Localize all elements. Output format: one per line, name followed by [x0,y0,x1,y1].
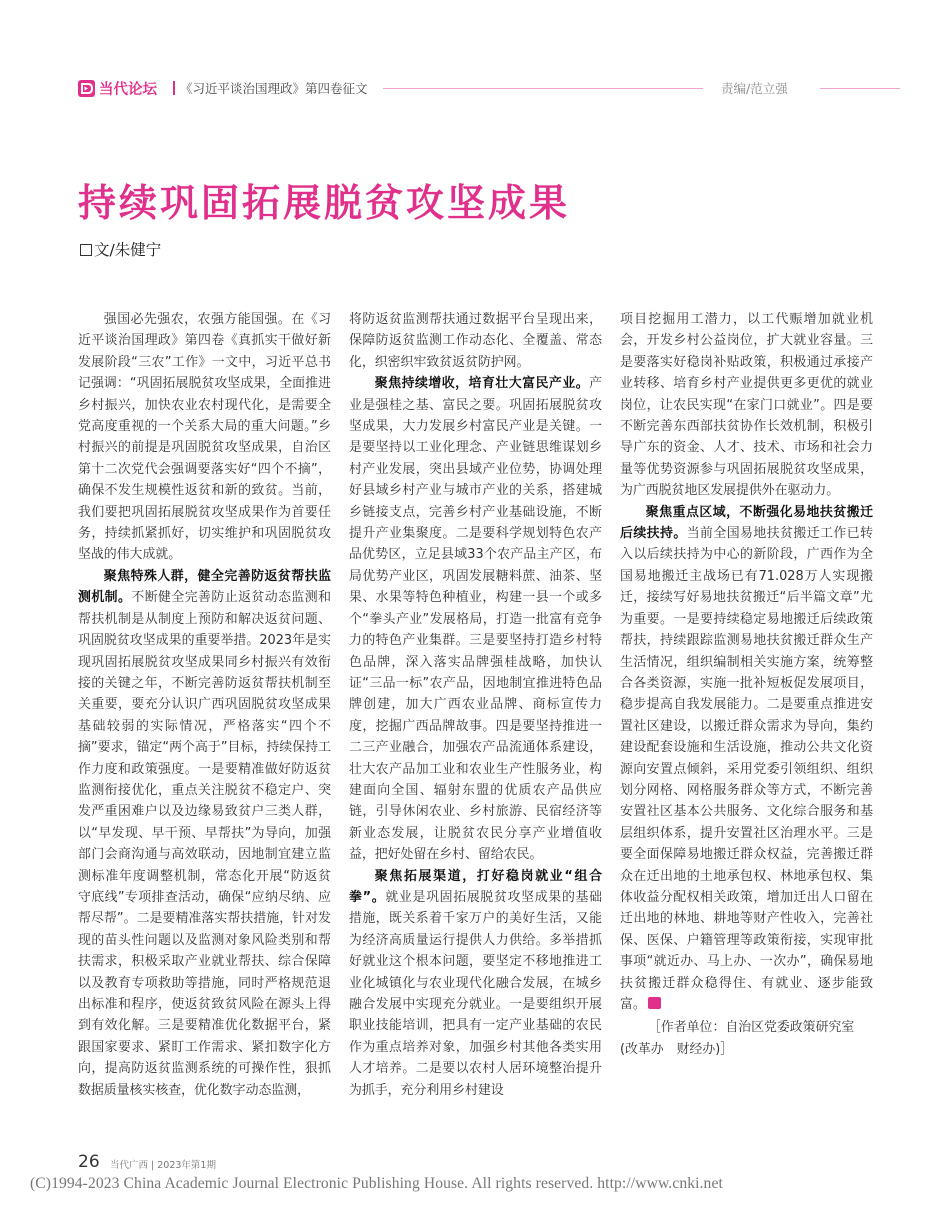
author-unit [620,1017,873,1060]
header-rule-left [383,88,703,89]
byline-square-icon [80,244,92,256]
paragraph [78,566,331,1101]
column-name: 当代论坛 [99,82,157,98]
paragraph: 项目挖掘用工潜力，以工代赈增加就业机会，开发乡村公益岗位，扩大就业容量。三是要落实好稳岗补贴政策，积极通过承接产业转移、培育乡村产业提供更多更优的就业岗位，让农民实现“在家门口就业”。四是要不断完善东西部扶贫协作长效机制，积极引导广东的资金、人才、技术、市场和社会力量等优势资源参与巩固拓展脱贫攻坚成果，为广西脱贫地区发展提供外在驱动力。 [620,312,873,499]
paragraph-text: 产业是强桂之基、富民之要。巩固拓展脱贫攻坚成果，大力发展乡村富民产业是关键。一是要坚持以工业化理念、产业链思维谋划乡村产业发展，突出县域产业位势，协调处理好县域乡村产业与城市产业的关系，搭建城乡链接支点，完善乡村产业基础设施，不断提升产业集聚度。二是要科学规划特色农产品优势区，立足县域33个农产品主产区，布局优势产业区，巩固发展糖料蔗、油茶、坚果、水果等特色种植业，构建一县一个或多个“拳头产业”发展格局，打造一批富有竞争力的特色产业集群。三是要坚持打造乡村特色品牌，深入落实品牌强桂战略，加快认证“三品一标”农产品，因地制宜推进特色品牌创建，加大广西农业品牌、商标宣传力度，挖掘广西品牌故事。四是要坚持推进一二三产业融合，加强农产品流通体系建设，壮大农产品加工业和农业生产性服务业，构建面向全国、辐射东盟的优质农产品供应链，引导休闲农业、乡村旅游、民宿经济等新业态发展，让脱贫农民分享产业增值收益，把好处留在乡村、留给农民。 [349,376,602,863]
paragraph [349,866,602,1101]
paragraph: 将防返贫监测帮扶通过数据平台呈现出来，保障防返贫监测工作动态化、全覆盖、常态化，织密织牢致贫返贫防护网。 [349,312,602,370]
paragraph-text: 当前全国易地扶贫搬迁工作已转入以后续扶持为中心的新阶段，广西作为全国易地搬迁主战场已有71.028万人实现搬迁，接续写好易地扶贫搬迁“后半篇文章”尤为重要。一是要持续稳定易地搬迁后续政策帮扶，持续跟踪监测易地扶贫搬迁群众生产生活情况，组织编制相关实施方案，统筹整合各类资源，实施一批补短板促发展项目，稳步提高自我发展能力。二是要重点推进安置社区建设，以搬迁群众需求为导向，集约建设配套设施和生活设施，推动公共文化资源向安置点倾斜，采用党委引领组织、组织划分网格、网格服务群众等方式，不断完善安置社区基本公共服务、文化综合服务和基层组织体系，提升安置社区治理水平。三是要全面保障易地搬迁群众权益，完善搬迁群众在迁出地的土地承包权、林地承包权、集体收益分配权相关政策，增加迁出人口留在迁出地的林地、耕地等财产性收入，完善社保、医保、户籍管理等政策衔接，实现审批事项“就近办、马上办、一次办”，确保易地扶贫搬迁群众稳得住、有就业、逐步能致富。 [620,526,874,1012]
byline [80,238,161,260]
copyright-notice: (C)1994-2023 China Academic Journal Electronic Publishing House. All rights reserved. http://www.cnki.net [30,1175,723,1192]
author-name: 文/朱健宁 [94,241,162,259]
publication-info: 当代广西 | 2023年第1期 [110,1160,216,1171]
header-separator [173,81,175,95]
section-heading: 聚焦特殊人群，健全完善防返贫帮扶监测机制。 [78,568,331,606]
magazine-logo-icon [78,80,95,97]
text-column-3 [620,309,873,1060]
text-column-1 [78,309,331,1101]
paragraph-text: 不断健全完善防止返贫动态监测和帮扶机制是从制度上预防和解决返贫问题、巩固脱贫攻坚成果的重要举措。2023年是实现巩固拓展脱贫攻坚成果同乡村振兴有效衔接的关键之年，不断完善防返贫帮扶机制至关重要，要充分认识广西巩固脱贫攻坚成果基础较弱的实际情况，严格落实“四个不摘”要求，锚定“两个高于”目标，持续保持工作力度和政策强度。一是要精准做好防返贫监测衔接优化，重点关注脱贫不稳定户、突发严重困难户以及边缘易致贫户三类人群，以“早发现、早干预、早帮扶”为导向，加强部门会商沟通与高效联动，因地制宜建立监测标准年度调整机制，常态化开展“防返贫 守底线”专项排查活动，确保“应纳尽纳、应帮尽帮”。二是要精准落实帮扶措施，针对发现的苗头性问题以及监测对象风险类别和帮扶需求，积极采取产业就业帮扶、综合保障以及教育专项救助等措施，同时严格规范退出标准和程序，使返贫致贫风险在源头上得到有效化解。三是要精准优化数据平台，紧跟国家要求、紧盯工作需求、紧扣数字化方向，提高防返贫监测系统的可操作性，狠抓数据质量核实核查，优化数字动态监测， [78,590,332,1098]
paragraph-text: 就业是巩固拓展脱贫攻坚成果的基础措施，既关系着千家万户的美好生活，又能为经济高质量运行提供人力供给。多举措抓好就业这个根本问题，要坚定不移地推进工业化城镇化与农业现代化融合发展，在城乡融合发展中实现充分就业。一是要组织开展职业技能培训，把具有一定产业基础的农民作为重点培养对象，加强乡村其他各类实用人才培养。二是要以农村人居环境整治提升为抓手，充分利用乡村建设 [349,889,602,1098]
editor-credit: 责编/范立强 [721,81,788,96]
page-header [78,76,878,102]
author-unit-line: (改革办 财经办)］ [620,1041,734,1057]
paragraph [349,373,602,865]
end-of-article-icon [648,997,661,1009]
paragraph: 强国必先强农，农强方能国强。在《习近平谈治国理政》第四卷《真抓实干做好新发展阶段“三农”工作》一文中，习近平总书记强调：“巩固拓展脱贫攻坚成果，全面推进乡村振兴，加快农业农村现代化，是需要全党高度重视的一个关系大局的重大问题。”乡村振兴的前提是巩固脱贫攻坚成果，自治区第十二次党代会强调要落实好“四个不摘”，确保不发生规模性返贫和新的致贫。当前，我们要把巩固拓展脱贫攻坚成果作为首要任务，持续抓紧抓好，切实维护和巩固脱贫攻坚战的伟大成就。 [78,312,331,563]
section-heading: 聚焦重点区域，不断强化易地扶贫搬迁后续扶持。 [620,504,873,542]
header-rule-right [820,88,900,89]
section-heading: 聚焦拓展渠道，打好稳岗就业“组合拳”。 [349,868,602,905]
paragraph [620,502,873,1016]
text-column-2 [349,309,602,1101]
article-title: 持续巩固拓展脱贫攻坚成果 [78,181,571,225]
page-number: 26 [78,1152,100,1172]
series-title: 《习近平谈治国理政》第四卷征文 [180,81,368,96]
author-unit-line: ［作者单位：自治区党委政策研究室 [648,1020,855,1036]
section-heading: 聚焦持续增收，培育壮大富民产业。 [374,376,590,392]
